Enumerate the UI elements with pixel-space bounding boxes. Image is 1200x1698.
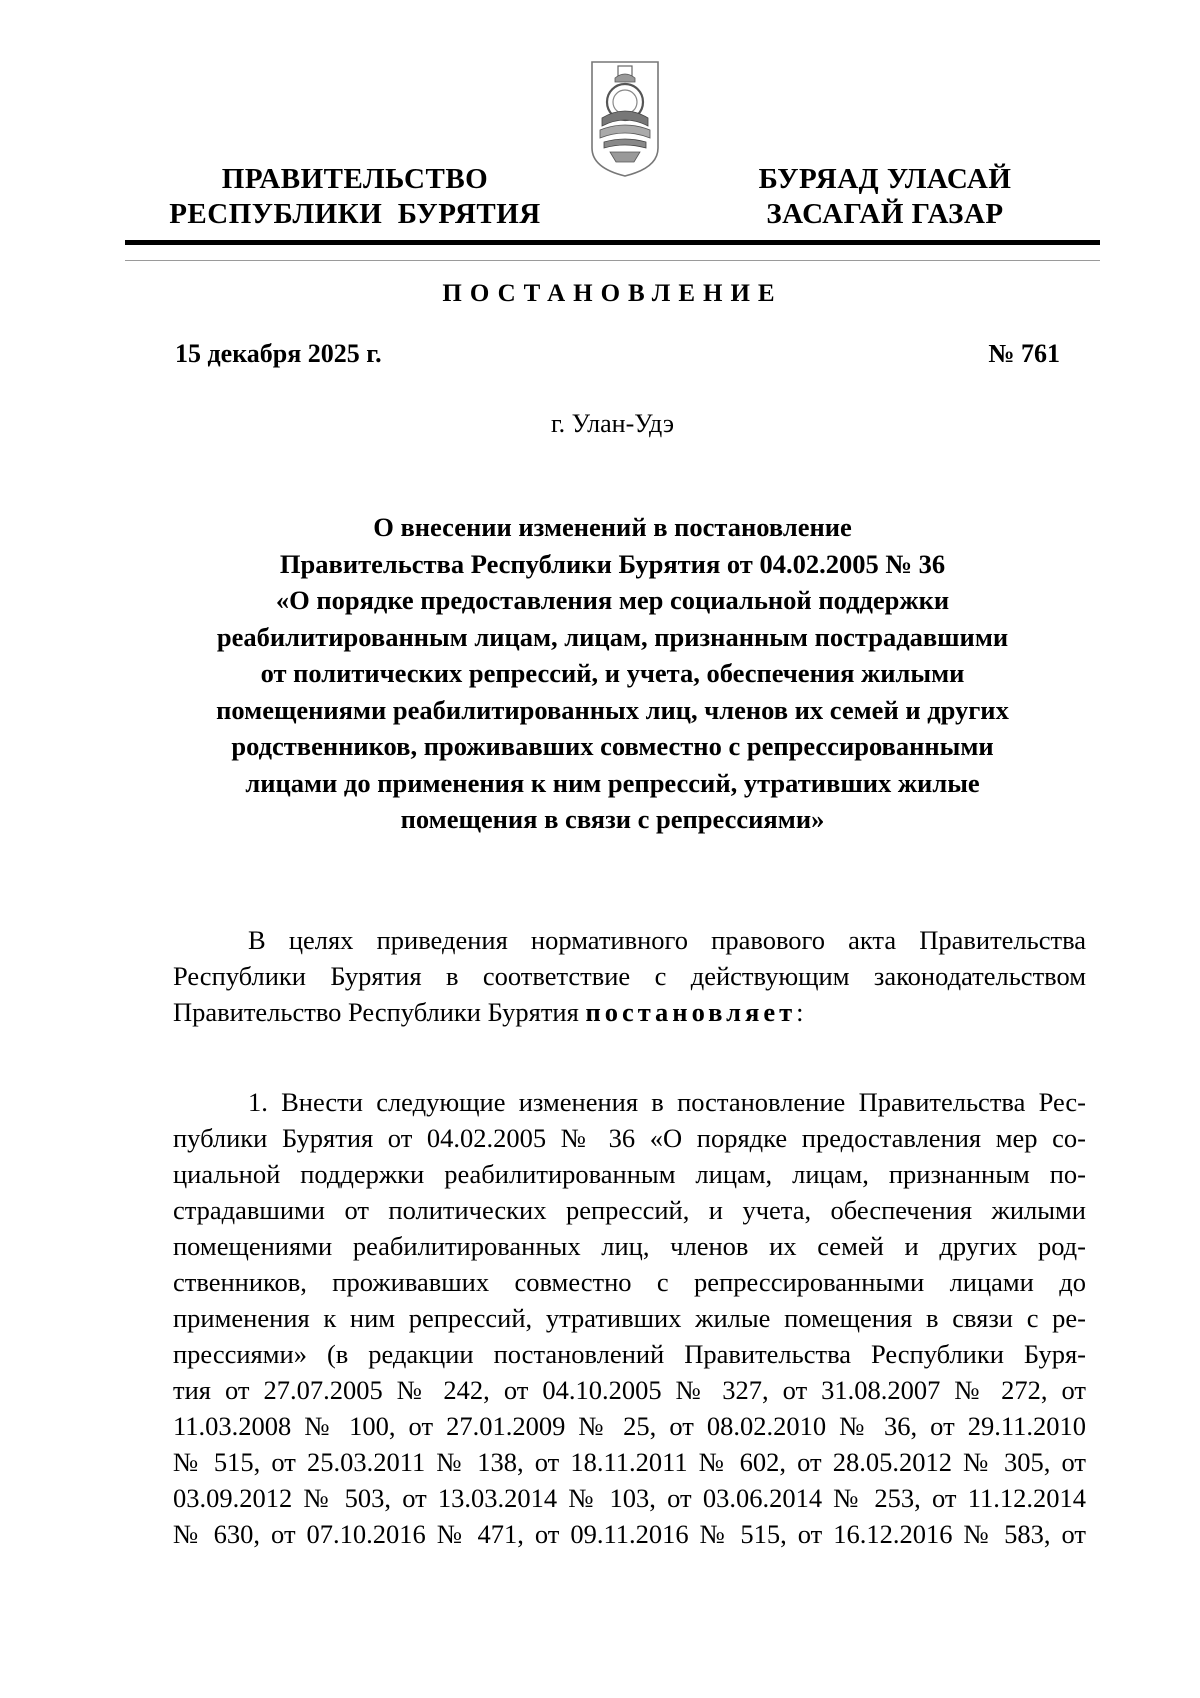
- government-name-line-1: ПРАВИТЕЛЬСТВО: [221, 163, 489, 195]
- title-line: реабилитированным лицам, лицам, признанным пострадавшими: [216, 621, 1009, 652]
- paragraph-1: [173, 1084, 1086, 1552]
- paragraph-line: тия от 27.07.2005 № 242, от 04.10.2005 № 327, от 31.08.2007 № 272, от: [173, 1375, 1086, 1405]
- government-name-line-2: РЕСПУБЛИКИ БУРЯТИЯ: [169, 198, 541, 230]
- paragraph-line: 1. Внести следующие изменения в постановление Правительства Рес-: [248, 1087, 1086, 1117]
- preamble-line: Республики Бурятия в соответствие с действующим законодательством: [173, 961, 1086, 991]
- government-name-buryat: [740, 162, 1030, 232]
- preamble-paragraph: [173, 922, 1086, 1030]
- paragraph-line: 03.09.2012 № 503, от 13.03.2014 № 103, от 03.06.2014 № 253, от 11.12.2014: [173, 1483, 1086, 1513]
- government-name-buryat-line-1: БУРЯАД УЛАСАЙ: [758, 163, 1012, 195]
- document-number: № 761: [988, 339, 1060, 368]
- paragraph-line: применения к ним репрессий, утративших жилые помещения в связи с ре-: [173, 1303, 1086, 1333]
- header-divider-thin: [125, 260, 1100, 261]
- document-type-heading: ПОСТАНОВЛЕНИЕ: [442, 280, 783, 307]
- preamble-line-suffix: :: [796, 997, 804, 1027]
- title-line: родственников, проживавших совместно с репрессированными: [231, 731, 994, 761]
- paragraph-line: ственников, проживавших совместно с репрессированными лицами до: [173, 1267, 1086, 1297]
- paragraph-line: 11.03.2008 № 100, от 27.01.2009 № 25, от 08.02.2010 № 36, от 29.11.2010: [173, 1411, 1086, 1441]
- document-city: г. Улан-Удэ: [550, 409, 675, 438]
- paragraph-line: страдавшими от политических репрессий, и учета, обеспечения жилыми: [173, 1195, 1086, 1225]
- preamble-line-prefix: Правительство Республики Бурятия: [173, 997, 586, 1027]
- preamble-line: [173, 994, 1086, 1030]
- title-line: помещениями реабилитированных лиц, членов их семей и других: [216, 694, 1009, 725]
- title-line: Правительства Республики Бурятия от 04.02.2005 № 36: [279, 548, 946, 579]
- paragraph-line: № 630, от 07.10.2016 № 471, от 09.11.2016 № 515, от 16.12.2016 № 583, от: [173, 1519, 1086, 1549]
- paragraph-line: № 515, от 25.03.2011 № 138, от 18.11.2011 № 602, от 28.05.2012 № 305, от: [173, 1447, 1086, 1477]
- preamble-line: В целях приведения нормативного правового акта Правительства: [248, 925, 1086, 955]
- title-line: лицами до применения к ним репрессий, утративших жилые: [245, 767, 980, 798]
- header-divider-thick: [125, 240, 1100, 245]
- paragraph-line: публики Бурятия от 04.02.2005 № 36 «О порядке предоставления мер со-: [173, 1123, 1086, 1153]
- paragraph-line: прессиями» (в редакции постановлений Правительства Республики Буря-: [173, 1339, 1086, 1369]
- government-name-buryat-line-2: ЗАСАГАЙ ГАЗАР: [766, 198, 1004, 230]
- title-line: от политических репрессий, и учета, обеспечения жилыми: [260, 658, 965, 688]
- title-line: помещения в связи с репрессиями»: [400, 804, 825, 834]
- document-title: [150, 509, 1075, 838]
- paragraph-line: помещениями реабилитированных лиц, членов их семей и других род-: [173, 1231, 1086, 1261]
- document-date: 15 декабря 2025 г.: [175, 339, 382, 368]
- title-line: О внесении изменений в постановление: [373, 512, 852, 542]
- decree-word: постановляет: [585, 997, 797, 1027]
- paragraph-line: циальной поддержки реабилитированным лицам, лицам, признанным по-: [173, 1159, 1086, 1189]
- government-name-russian: [165, 162, 545, 232]
- coat-of-arms-emblem-icon: [588, 56, 662, 180]
- title-line: «О порядке предоставления мер социальной поддержки: [275, 585, 950, 615]
